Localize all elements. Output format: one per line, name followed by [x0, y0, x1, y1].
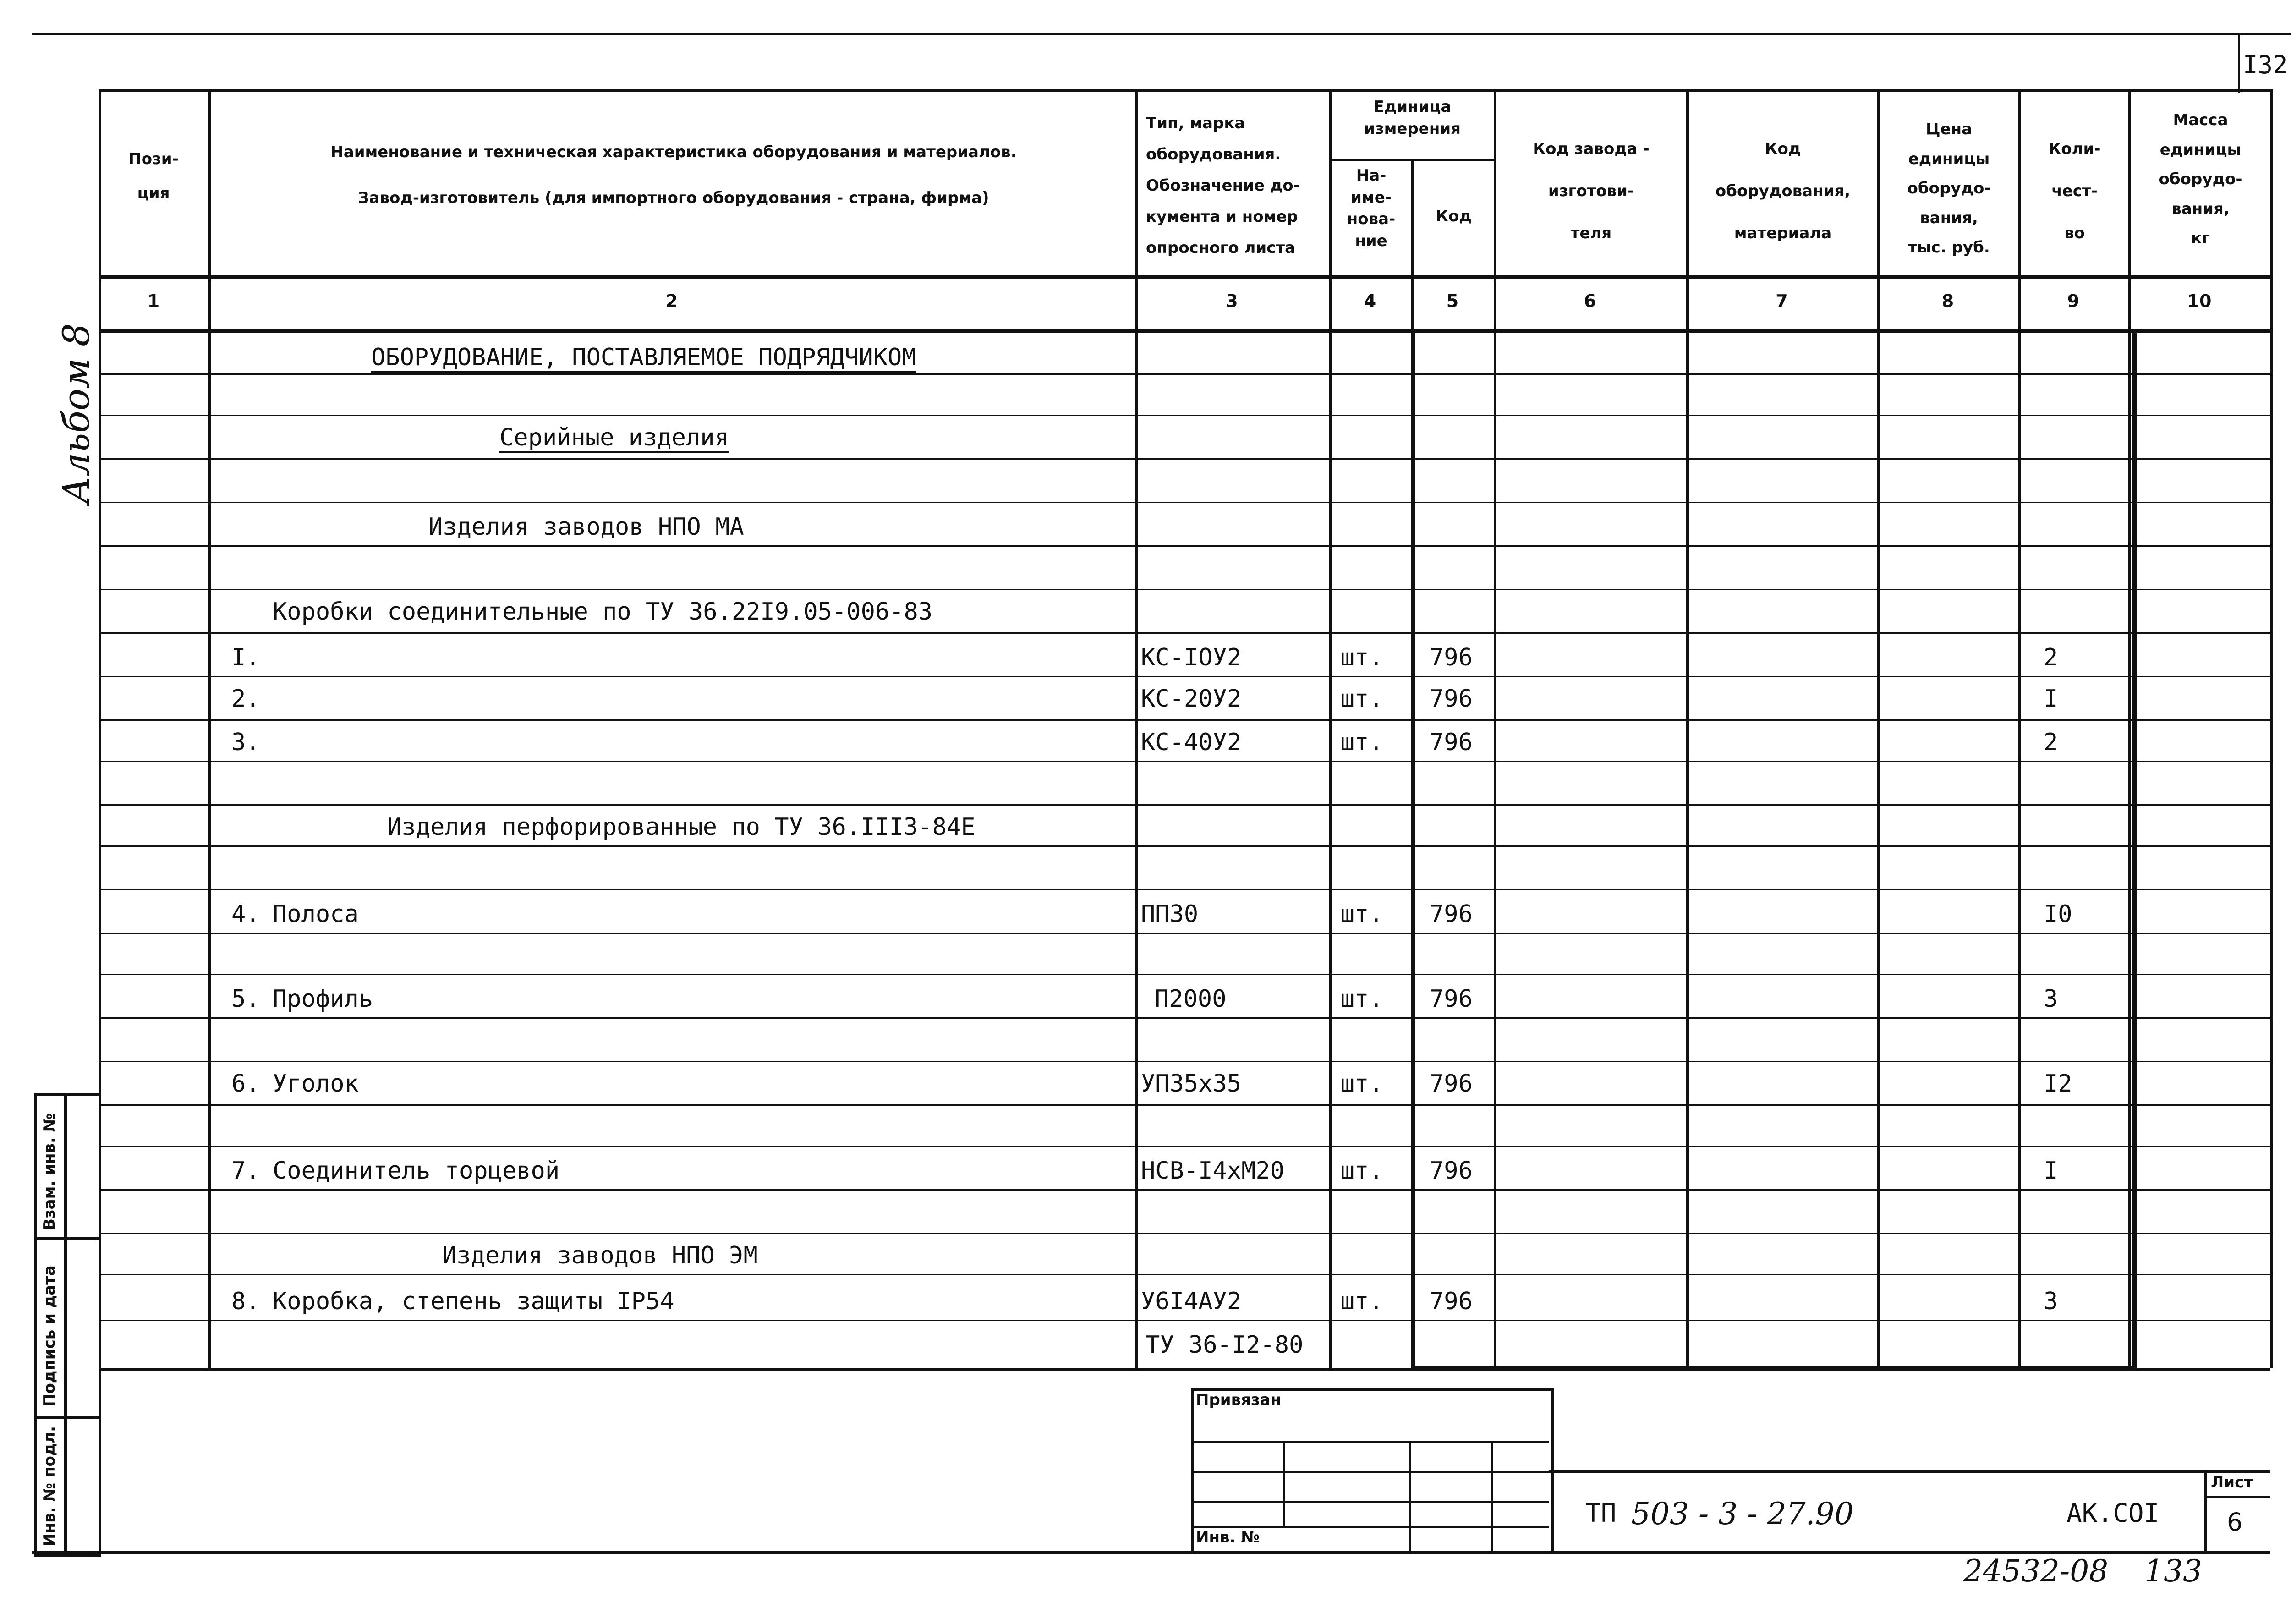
table-row-pos: 7.	[231, 1157, 260, 1185]
table-row-code: 796	[1430, 644, 1473, 671]
side-label-inv-podl: Инв. № подл.	[40, 1426, 59, 1547]
table-row-pos: 5.	[231, 985, 260, 1013]
table-row-type: ПП30	[1141, 900, 1199, 928]
table-row-line	[99, 761, 2270, 762]
table-row-type: НСВ-I4хМ20	[1141, 1157, 1285, 1185]
table-row-line	[99, 1146, 2270, 1147]
table-row-code: 796	[1430, 1288, 1473, 1315]
col-num-4: 4	[1364, 291, 1376, 311]
col-num-3: 3	[1226, 291, 1238, 311]
linked-label: Привязан	[1196, 1391, 1282, 1409]
table-row-name: Полоса	[273, 900, 359, 928]
table-row-line	[99, 632, 2270, 634]
sheet-number: 6	[2227, 1508, 2243, 1536]
table-row-type: У6I4АУ2	[1141, 1288, 1242, 1315]
col-num-1: 1	[147, 291, 160, 311]
page-number-top: I32	[2243, 50, 2288, 79]
table-row-unit: шт.	[1340, 644, 1383, 671]
table-row-pos: 4.	[231, 900, 260, 928]
table-row-line	[99, 719, 2270, 721]
table-row-name: Соединитель торцевой	[273, 1157, 560, 1185]
table-row-qty: 2	[2044, 644, 2058, 671]
col-num-9: 9	[2067, 291, 2080, 311]
table-row-line	[99, 933, 2270, 934]
table-row-code: 796	[1430, 985, 1473, 1013]
sheet-label: Лист	[2211, 1473, 2253, 1492]
footer-page-number: 133	[2144, 1553, 2202, 1589]
table-row-line	[99, 502, 2270, 503]
table-row-line	[99, 1017, 2270, 1019]
table-row-unit: шт.	[1340, 1157, 1383, 1185]
table-row-qty: 3	[2044, 985, 2058, 1013]
table-row-group: Изделия заводов НПО ЭМ	[442, 1242, 758, 1269]
table-row-qty: 2	[2044, 729, 2058, 756]
table-row-name: Коробка, степень защиты IP54	[273, 1288, 674, 1315]
doc-code: ТП	[1585, 1498, 1617, 1528]
col-num-2: 2	[665, 291, 678, 311]
header-mass: Масса единицы оборудо- вания, кг	[2159, 111, 2242, 248]
inv-label: Инв. №	[1196, 1528, 1260, 1547]
table-row-name: Уголок	[273, 1070, 359, 1097]
table-row-unit: шт.	[1340, 729, 1383, 756]
header-quantity: Коли- чест- во	[2048, 140, 2101, 242]
table-row-unit: шт.	[1340, 900, 1383, 928]
table-row-qty: I	[2044, 685, 2058, 713]
album-note: Альбом 8	[55, 323, 98, 504]
table-row-line	[99, 1233, 2270, 1234]
table-row-type: КС-20У2	[1141, 685, 1242, 713]
table-row-pos: 3.	[231, 729, 260, 756]
header-type: Тип, марка оборудования. Обозначение до- кумента и номер опросного листа	[1146, 114, 1300, 257]
col-num-8: 8	[1941, 291, 1954, 311]
table-row-qty: I2	[2044, 1070, 2072, 1097]
header-name-line2: Завод-изготовитель (для импортного оборудования - страна, фирма)	[358, 189, 989, 207]
table-row-line	[99, 458, 2270, 460]
table-row-code: 796	[1430, 1157, 1473, 1185]
table-row-qty: I	[2044, 1157, 2058, 1185]
table-row-unit: шт.	[1340, 985, 1383, 1013]
doc-code-handwritten: 503 - 3 - 27.90	[1631, 1496, 1854, 1531]
table-row-line	[99, 1320, 2270, 1321]
table-row-type: УП35х35	[1141, 1070, 1242, 1097]
table-row-qty: 3	[2044, 1288, 2058, 1315]
header-name-line1: Наименование и техническая характеристика оборудования и материалов.	[330, 143, 1017, 161]
table-row-code: 796	[1430, 685, 1473, 713]
header-price: Цена единицы оборудо- вания, тыс. руб.	[1907, 120, 1991, 257]
header-unit: Единица измерения	[1364, 98, 1461, 138]
table-row-line	[99, 589, 2270, 590]
col-num-6: 6	[1584, 291, 1596, 311]
footer-archive-number: 24532-08	[1963, 1553, 2109, 1589]
table-row-line	[99, 373, 2270, 375]
table-row-line	[99, 545, 2270, 547]
table-row-line	[99, 974, 2270, 975]
side-label-podpis: Подпись и дата	[40, 1265, 59, 1407]
table-row-group: Изделия заводов НПО МА	[428, 513, 744, 541]
side-label-vzam: Взам. инв. №	[40, 1113, 59, 1230]
table-row-type: КС-IОУ2	[1141, 644, 1242, 671]
table-row-line	[99, 676, 2270, 677]
header-equipment-code: Код оборудования, материала	[1715, 140, 1851, 242]
table-row-group: Коробки соединительные по ТУ 36.22I9.05-006-83	[273, 598, 933, 625]
table-row-qty: I0	[2044, 900, 2072, 928]
table-row-line	[99, 1104, 2270, 1106]
table-row-code: 796	[1430, 900, 1473, 928]
table-row-pos: I.	[231, 644, 260, 671]
table-row-pos: 8.	[231, 1288, 260, 1315]
table-row-line	[99, 1189, 2270, 1191]
table-row-line	[99, 845, 2270, 847]
table-row-group: Изделия перфорированные по ТУ 36.III3-84Е	[387, 813, 976, 841]
table-row-name: Профиль	[273, 985, 373, 1013]
table-row-line	[99, 1061, 2270, 1062]
table-row-unit: шт.	[1340, 1070, 1383, 1097]
header-unit-code: Код	[1436, 207, 1472, 225]
table-row-type: КС-40У2	[1141, 729, 1242, 756]
table-row-unit: шт.	[1340, 685, 1383, 713]
table-row-pos: 6.	[231, 1070, 260, 1097]
col-num-10: 10	[2187, 291, 2212, 311]
header-unit-name: На- име- нова- ние	[1347, 166, 1396, 250]
col-num-5: 5	[1446, 291, 1459, 311]
table-row-type: ТУ 36-I2-80	[1146, 1331, 1304, 1359]
table-row-line	[99, 1274, 2270, 1275]
table-row-subheading: Серийные изделия	[499, 424, 729, 451]
table-row-line	[99, 415, 2270, 416]
table-row-heading: ОБОРУДОВАНИЕ, ПОСТАВЛЯЕМОЕ ПОДРЯДЧИКОМ	[371, 344, 916, 371]
table-row-line	[99, 804, 2270, 806]
col-num-7: 7	[1776, 291, 1788, 311]
table-row-code: 796	[1430, 729, 1473, 756]
table-row-code: 796	[1430, 1070, 1473, 1097]
header-position: Пози- ция	[128, 150, 179, 203]
table-row-line	[99, 889, 2270, 890]
header-factory-code: Код завода - изготови- теля	[1533, 140, 1650, 242]
table-row-type: П2000	[1155, 985, 1227, 1013]
sheet-code: АК.COI	[2066, 1498, 2159, 1528]
table-row-unit: шт.	[1340, 1288, 1383, 1315]
table-row-pos: 2.	[231, 685, 260, 713]
